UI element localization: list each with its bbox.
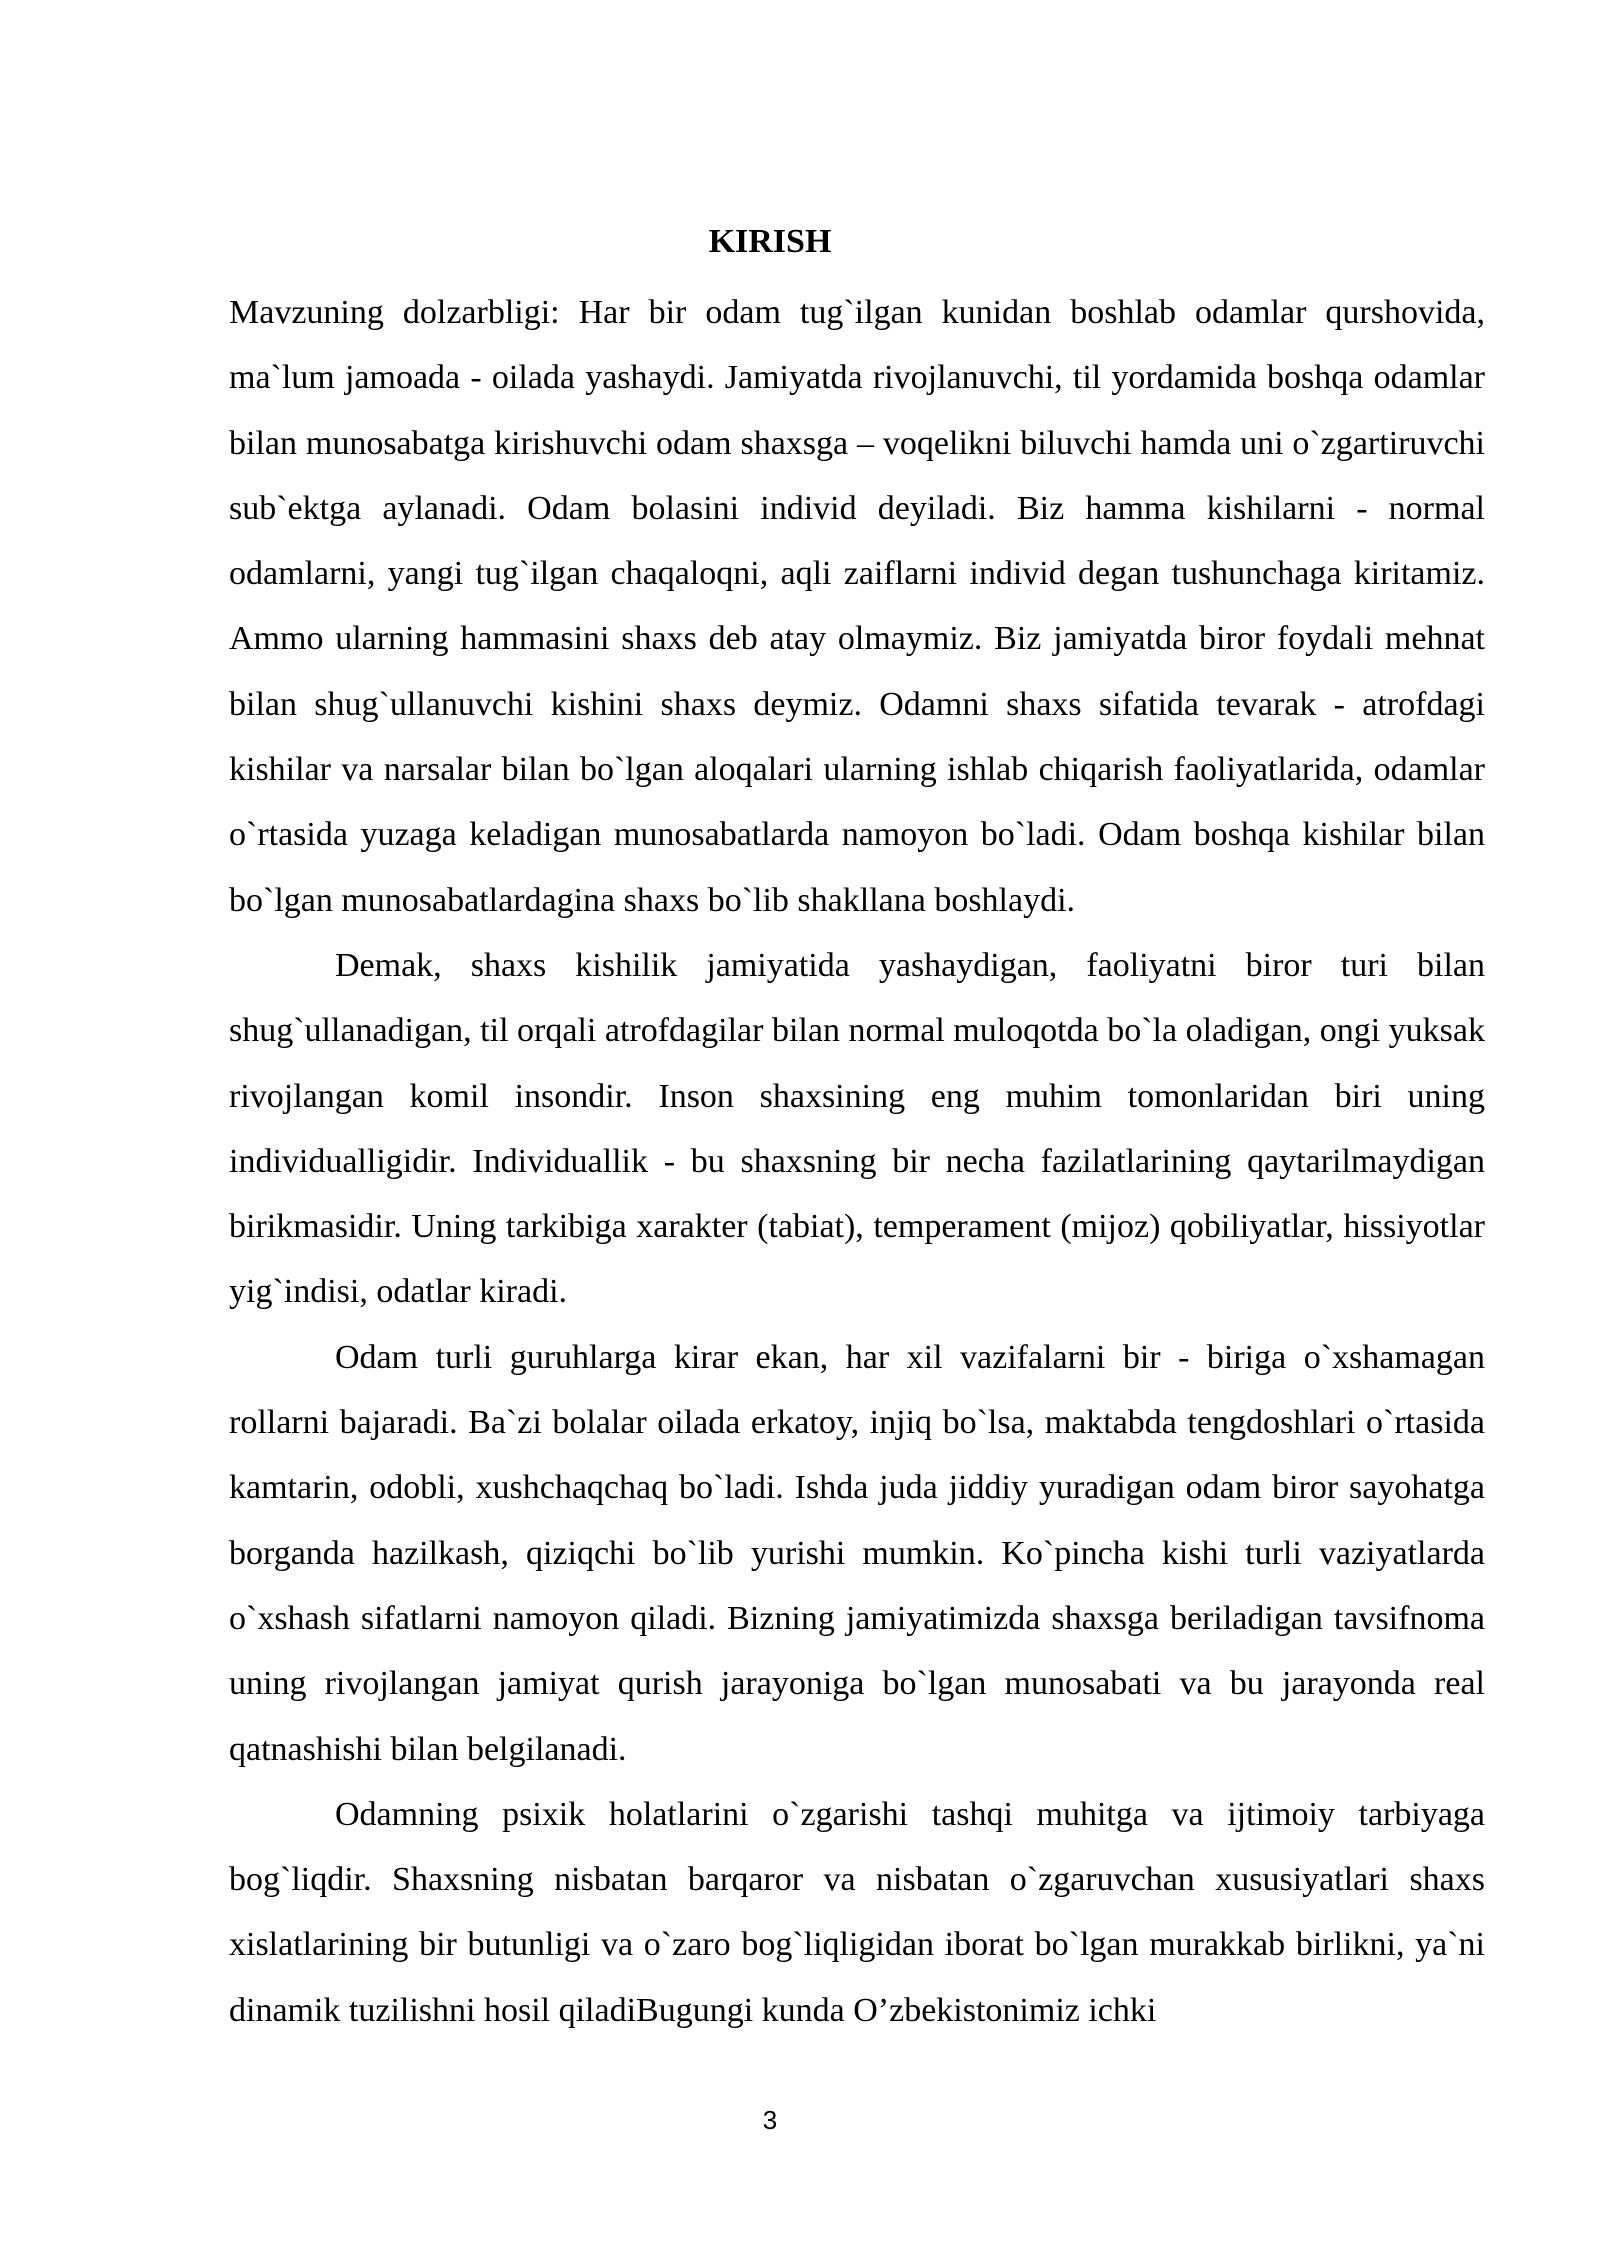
paragraph-personality-definition: Demak, shaxs kishilik jamiyatida yashaydigan, faoliyatni biror turi bilan shug`ullanadigan, til orqali atrofdagilar bilan normal muloqotda bo`la oladigan, ongi yuksak rivojlangan komil insondir. Inson shaxsining eng muhim tomonlaridan biri uning individualligidir. Individuallik - bu shaxsning bir necha fazilatlarining qaytarilmaydigan birikmasidir. Uning tarkibiga xarakter (tabiat), temperament (mijoz) qobiliyatlar, hissiyotlar yig`indisi, odatlar kiradi. (229, 946, 1485, 1311)
page-number: 3 (762, 2105, 778, 2135)
document-body (229, 280, 1485, 2043)
page-title: KIRISH (708, 223, 832, 260)
paragraph-relevance: Mavzuning dolzarbligi: Har bir odam tug`ilgan kunidan boshlab odamlar qurshovida, ma`lum jamoada - oilada yashaydi. Jamiyatda rivojlanuvchi, til yordamida boshqa odamlar bilan munosabatga kirishuvchi odam shaxsga – voqelikni biluvchi hamda uni o`zgartiruvchi sub`ektga aylanadi. Odam bolasini individ deyiladi. Biz hamma kishilarni - normal odamlarni, yangi tug`ilgan chaqaloqni, aqli zaiflarni individ degan tushunchaga kiritamiz. Ammo ularning hammasini shaxs deb atay olmaymiz. Biz jamiyatda biror foydali mehnat bilan shug`ullanuvchi kishini shaxs deymiz. Odamni shaxs sifatida tevarak - atrofdagi kishilar va narsalar bilan bo`lgan aloqalari ularning ishlab chiqarish faoliyatlarida, odamlar o`rtasida yuzaga keladigan munosabatlarda namoyon bo`ladi. Odam boshqa kishilar bilan bo`lgan munosabatlardagina shaxs bo`lib shakllana boshlaydi. (229, 294, 1485, 919)
paragraph-social-roles: Odam turli guruhlarga kirar ekan, har xil vazifalarni bir - biriga o`xshamagan rollarni bajaradi. Ba`zi bolalar oilada erkatoy, injiq bo`lsa, maktabda tengdoshlari o`rtasida kamtarin, odobli, xushchaqchaq bo`ladi. Ishda juda jiddiy yuradigan odam biror sayohatga borganda hazilkash, qiziqchi bo`lib yurishi mumkin. Ko`pincha kishi turli vaziyatlarda o`xshash sifatlarni namoyon qiladi. Bizning jamiyatimizda shaxsga beriladigan tavsifnoma uning rivojlangan jamiyat qurish jarayoniga bo`lgan munosabati va bu jarayonda real qatnashishi bilan belgilanadi. (229, 1338, 1485, 1768)
paragraph-psychic-states: Odamning psixik holatlarini o`zgarishi tashqi muhitga va ijtimoiy tarbiyaga bog`liqdir. Shaxsning nisbatan barqaror va nisbatan o`zgaruvchan xususiyatlari shaxs xislatlarining bir butunligi va o`zaro bog`liqligidan iborat bo`lgan murakkab birlikni, ya`ni dinamik tuzilishni hosil qiladiBugungi kunda O’zbekistonimiz ichki (229, 1795, 1485, 2029)
